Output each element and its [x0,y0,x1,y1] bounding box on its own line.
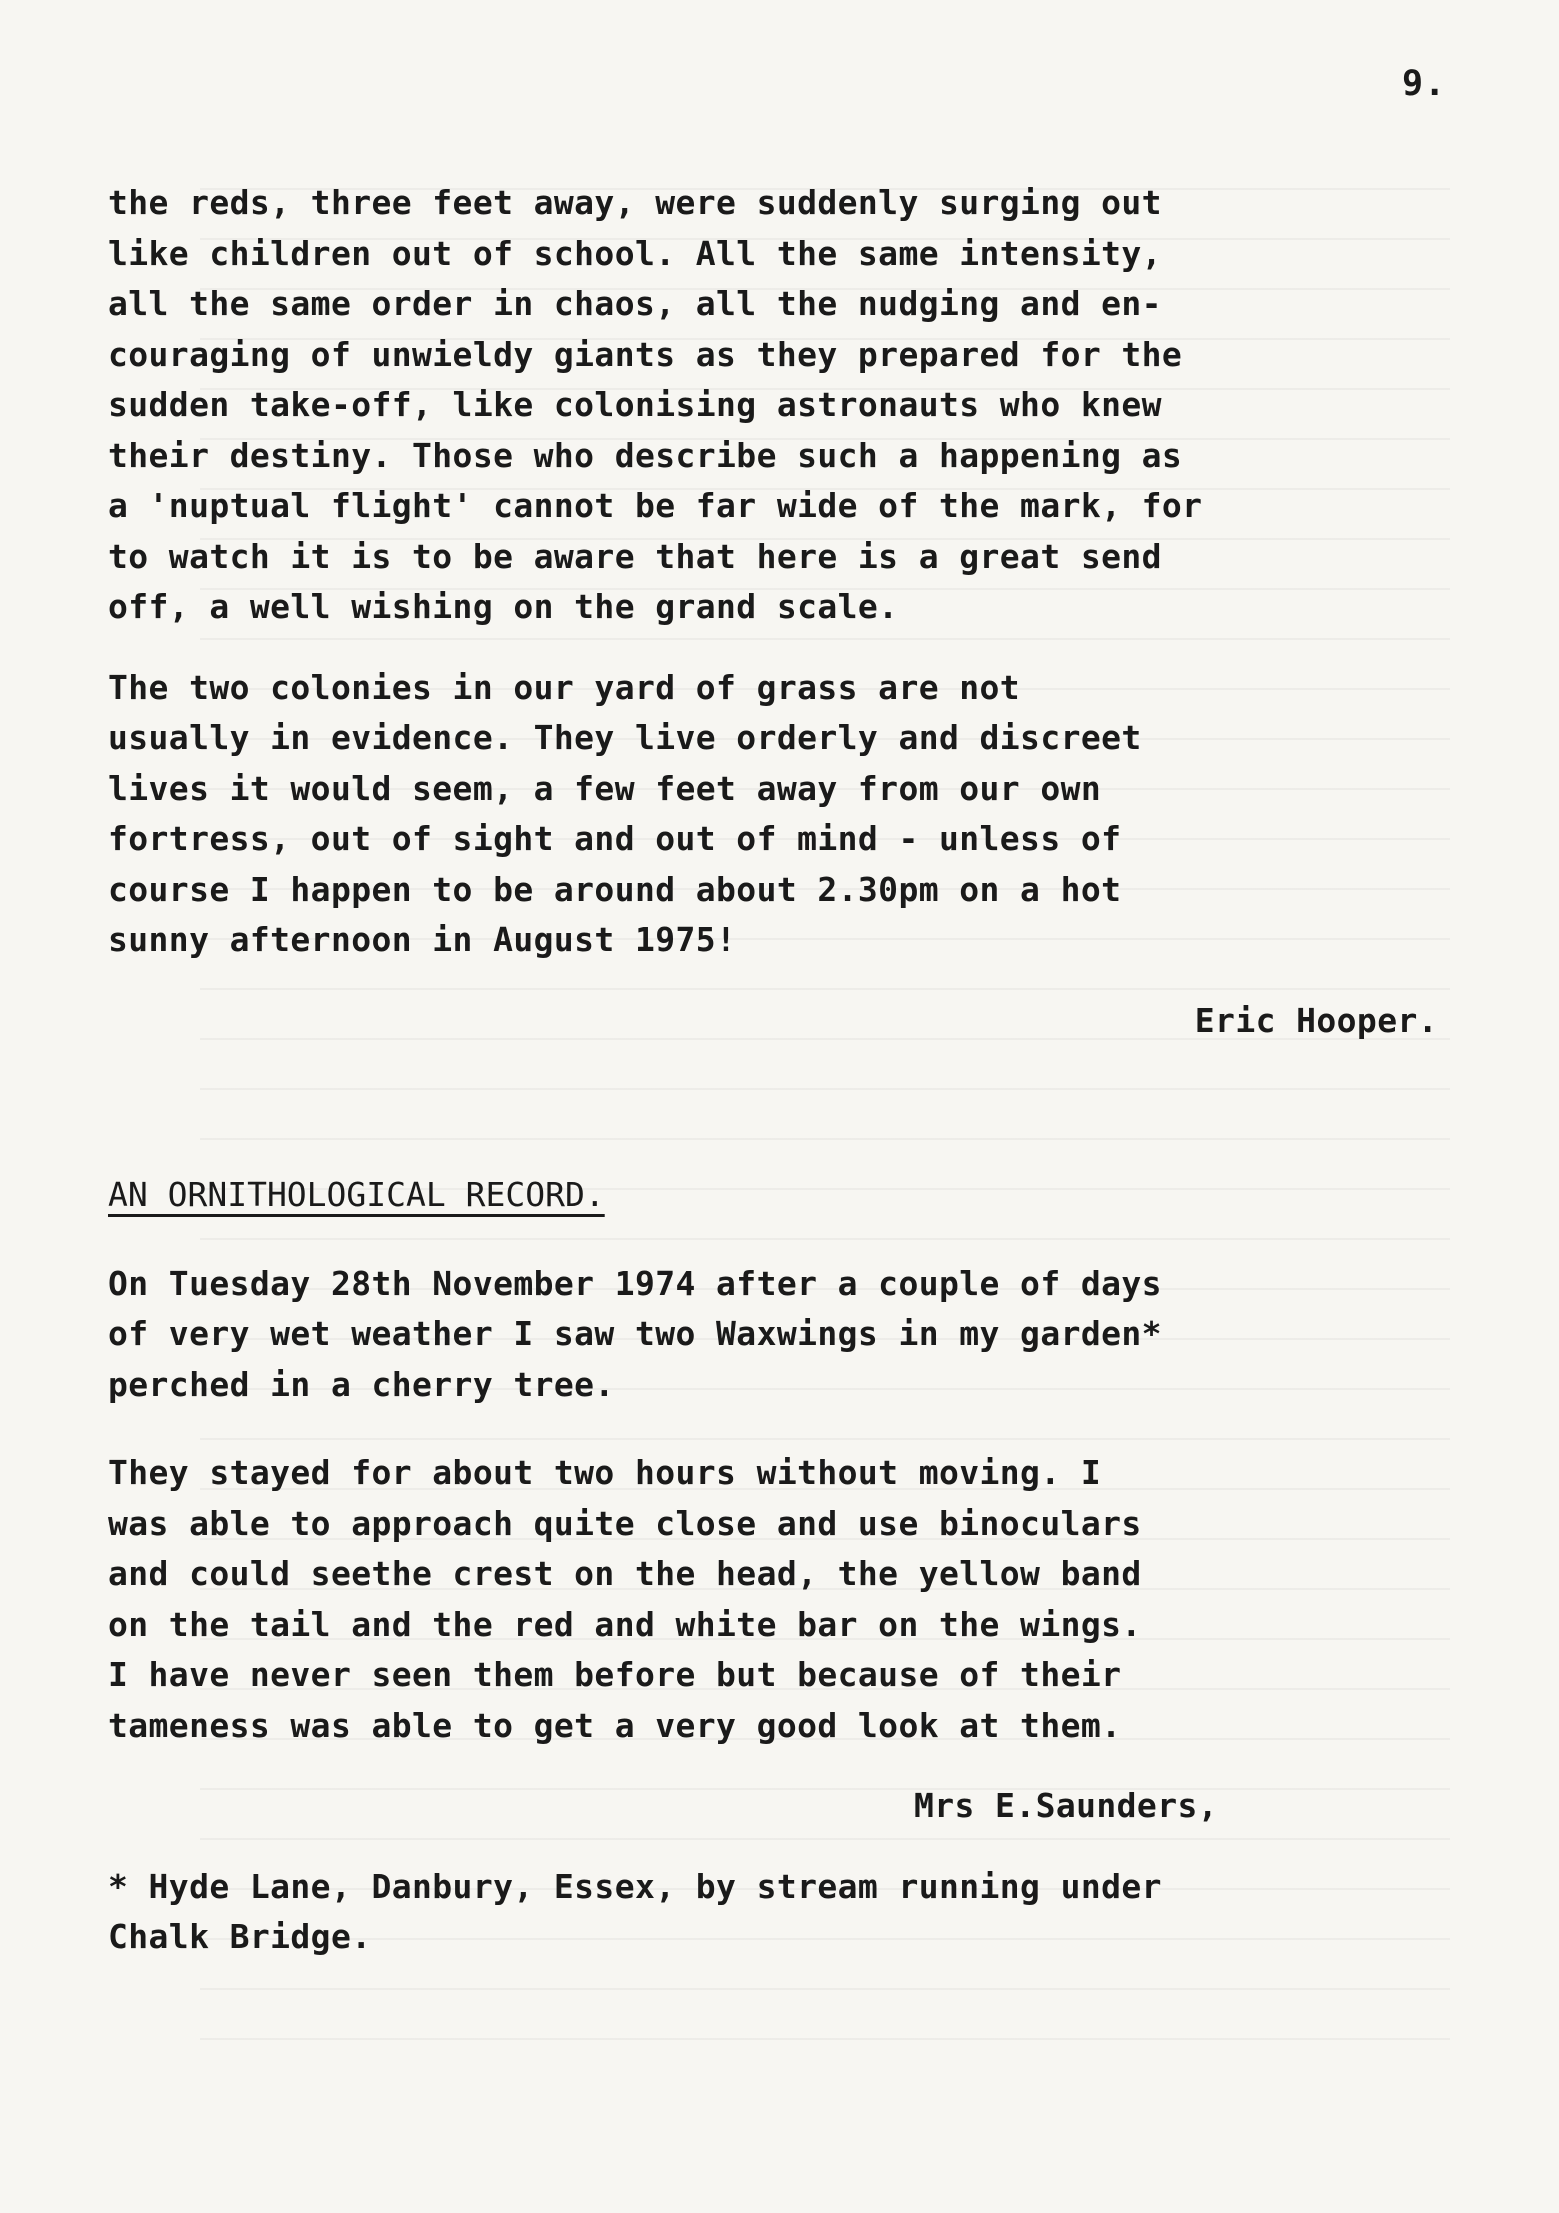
text-line: lives it would seem, a few feet away from our own [108,768,1102,808]
text-line: On Tuesday 28th November 1974 after a couple of days [108,1263,1162,1303]
article2-paragraph-2 [108,1448,1448,1751]
article1-signature: Eric Hooper. [1194,1000,1438,1040]
footnote-line: Chalk Bridge. [108,1917,372,1956]
page-number: 9. [1402,64,1447,104]
text-line: off, a well wishing on the grand scale. [108,587,899,626]
article2-paragraph-1 [108,1259,1448,1411]
article1-paragraph-1 [108,178,1448,633]
footnote-line: * Hyde Lane, Danbury, Essex, by stream running under [108,1866,1162,1906]
page-content [108,178,1448,1963]
text-line: fortress, out of sight and out of mind - unless of [108,819,1122,858]
text-line: sudden take-off, like colonising astronauts who knew [108,385,1162,424]
text-line: tameness was able to get a very good look at them. [108,1705,1122,1745]
text-line: I have never seen them before but because of their [108,1655,1122,1694]
section-heading: AN ORNITHOLOGICAL RECORD. [108,1175,605,1214]
text-line: a 'nuptual flight' cannot be far wide of the mark, for [108,486,1203,525]
text-line: to watch it is to be aware that here is a great send [108,536,1162,576]
text-line: sunny afternoon in August 1975! [108,920,737,959]
text-line: of very wet weather I saw two Waxwings in my garden* [108,1314,1162,1353]
text-line: The two colonies in our yard of grass are not [108,667,1021,707]
text-line: like children out of school. All the same intensity, [108,233,1162,273]
text-line: course I happen to be around about 2.30pm on a hot [108,869,1122,909]
text-line: couraging of unwieldy giants as they prepared for the [108,334,1183,374]
article2-heading-row [108,1170,1448,1221]
footnote [108,1862,1448,1963]
text-line: was able to approach quite close and use binoculars [108,1503,1142,1543]
text-line: on the tail and the red and white bar on the wings. [108,1604,1142,1644]
article2-signature: Mrs E.Saunders, [913,1786,1218,1825]
text-line: They stayed for about two hours without moving. I [108,1453,1102,1492]
text-line: the reds, three feet away, were suddenly surging out [108,183,1162,222]
text-line: their destiny. Those who describe such a happening as [108,435,1183,475]
text-line: all the same order in chaos, all the nudging and en- [108,284,1162,323]
text-line: usually in evidence. They live orderly and discreet [108,718,1142,757]
article1-paragraph-2 [108,663,1448,966]
text-line: and could seethe crest on the head, the yellow band [108,1554,1142,1593]
text-line: perched in a cherry tree. [108,1364,615,1404]
